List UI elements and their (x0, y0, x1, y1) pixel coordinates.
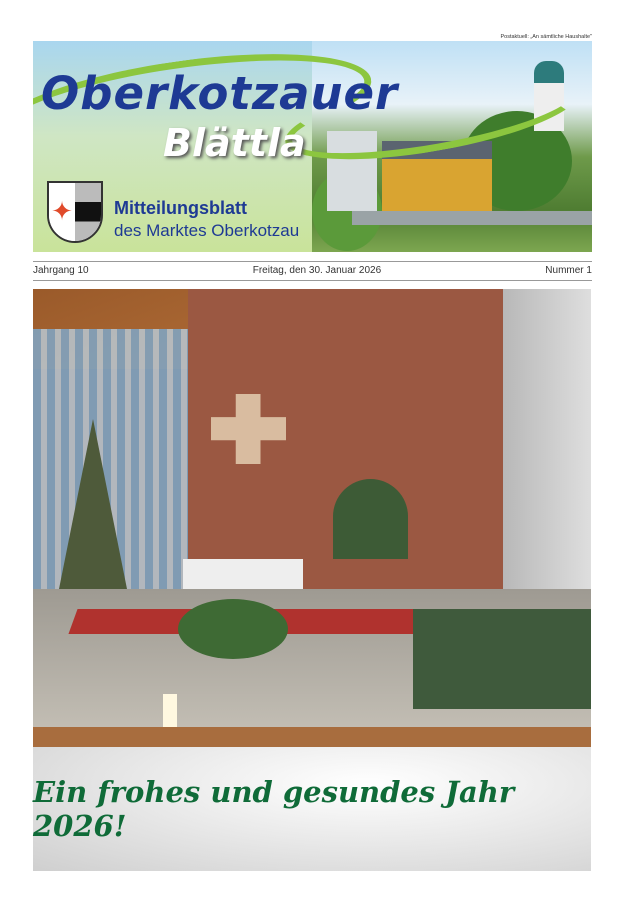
greeting-text: Ein frohes und gesundes Jahr 2026! (33, 775, 515, 843)
postal-note: Postaktuell: „An sämtliche Haushalte" (500, 34, 592, 40)
issue-info (33, 265, 592, 276)
church-photo (33, 289, 591, 747)
masthead-title: Oberkotzauer (41, 67, 399, 120)
masthead (33, 41, 592, 252)
masthead-title-2: Blättla (163, 121, 306, 165)
greeting-banner (33, 747, 591, 871)
volume: Jahrgang 10 (33, 265, 89, 276)
masthead-subtitle-2: des Marktes Oberkotzau (114, 221, 300, 240)
divider (33, 261, 592, 262)
issue-date: Freitag, den 30. Januar 2026 (252, 265, 382, 276)
divider (33, 280, 592, 281)
coat-of-arms-icon: ✦ (47, 181, 103, 243)
issue-number: Nummer 1 (545, 265, 592, 276)
masthead-subtitle: Mitteilungsblatt (114, 198, 247, 218)
